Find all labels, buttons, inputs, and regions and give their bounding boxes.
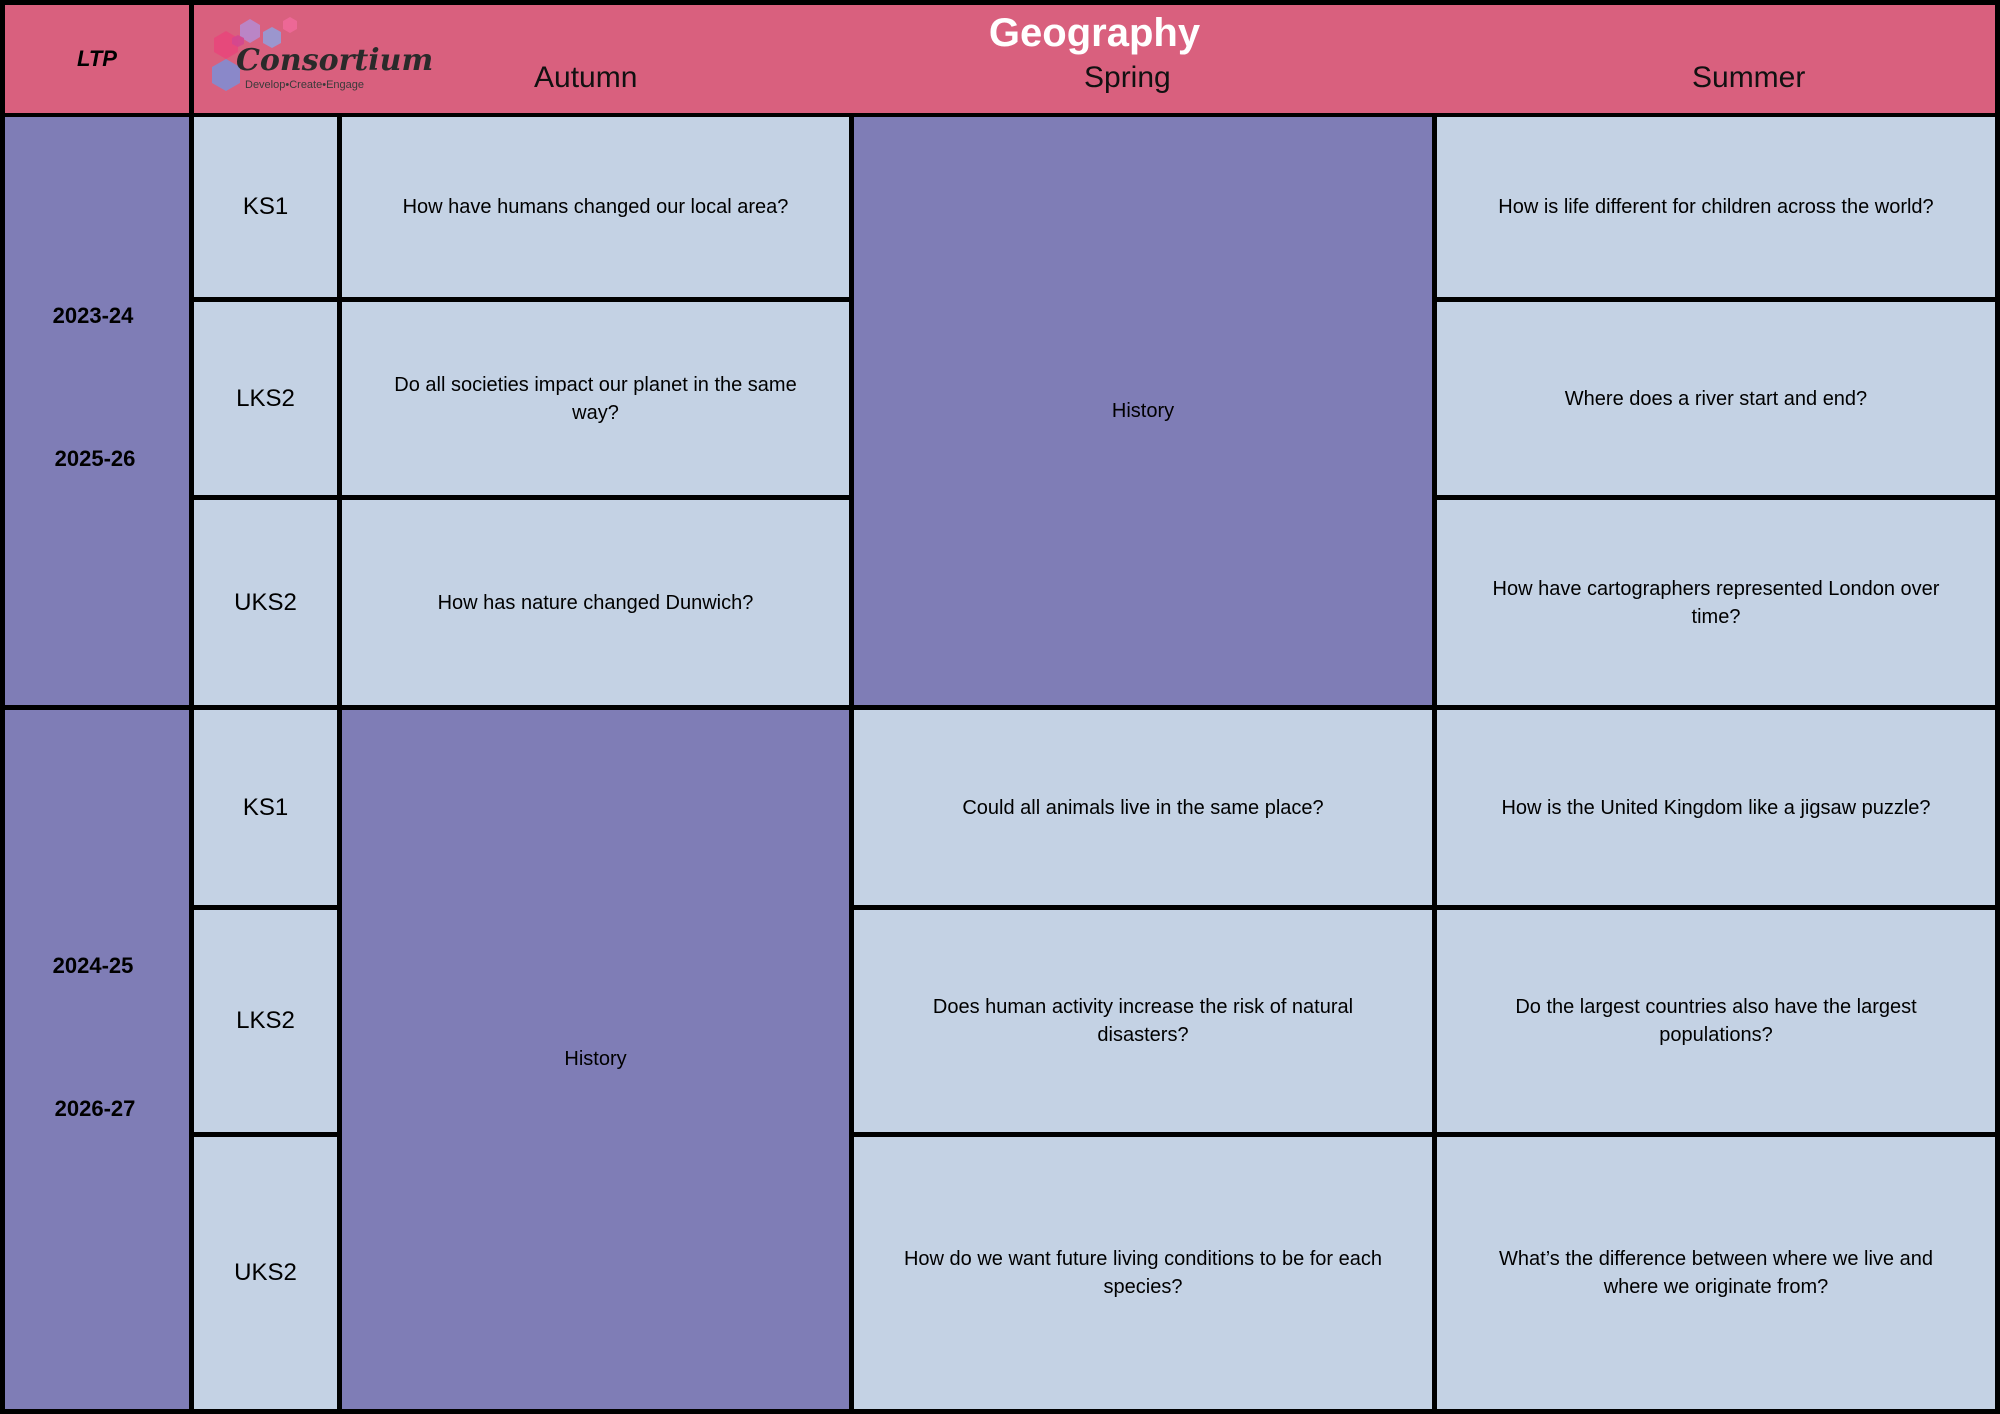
summer-topic [1437, 710, 1995, 905]
stage-label: LKS2 [236, 1007, 295, 1034]
year-label: 2023-24 [52, 303, 134, 328]
summer-topic [1437, 302, 1995, 495]
stage-cell [194, 710, 337, 905]
spring-topic [854, 710, 1432, 905]
spring-history-block1 [854, 117, 1432, 705]
stage-label: LKS2 [236, 384, 295, 412]
history-label: History [1111, 399, 1175, 422]
topic-text: Do all societies impact our planet in the same way? [394, 373, 797, 424]
year-label: 2025-26 [54, 446, 136, 471]
ltp-label: LTP [77, 46, 117, 71]
season-autumn: Autumn [534, 61, 638, 94]
spring-topic [854, 1137, 1432, 1409]
topic-text: How is the United Kingdom like a jigsaw puzzle? [1501, 796, 1931, 819]
topic-text: Where does a river start and end? [1564, 387, 1868, 410]
stage-cell [194, 1137, 337, 1409]
topic-text: Does human activity increase the risk of natural disasters? [932, 996, 1354, 1046]
stage-label: UKS2 [234, 588, 297, 616]
stage-cell [194, 910, 337, 1132]
topic-text: Do the largest countries also have the largest populations? [1515, 996, 1917, 1046]
ltp-cell [5, 5, 189, 113]
logo-tagline: Develop•Create•Engage [245, 79, 365, 91]
stage-cell [194, 500, 337, 705]
history-label: History [564, 1048, 627, 1070]
topic-text: How is life different for children across the world? [1498, 196, 1934, 218]
summer-topic [1437, 500, 1995, 705]
topic-text: How has nature changed Dunwich? [437, 591, 754, 614]
season-spring: Spring [1084, 61, 1171, 94]
summer-topic [1437, 1137, 1995, 1409]
spring-topic [854, 910, 1432, 1132]
topic-text: How do we want future living conditions to be for each species? [903, 1248, 1383, 1298]
summer-topic [1437, 117, 1995, 297]
autumn-topic [342, 302, 849, 495]
stage-label: UKS2 [234, 1259, 297, 1286]
autumn-topic [342, 500, 849, 705]
stage-cell [194, 302, 337, 495]
topic-text: How have cartographers represented London over time? [1492, 577, 1940, 628]
summer-topic [1437, 910, 1995, 1132]
season-summer: Summer [1692, 61, 1806, 94]
logo-name: Consortium [236, 43, 434, 78]
autumn-topic [342, 117, 849, 297]
stage-label: KS1 [242, 793, 289, 821]
stage-label: KS1 [242, 193, 289, 220]
year-label: 2026-27 [54, 1096, 136, 1121]
year-cell-block1 [5, 117, 189, 705]
topic-text: How have humans changed our local area? [402, 196, 789, 218]
header-banner [194, 5, 1995, 113]
year-cell-block2 [5, 710, 189, 1409]
topic-text: What’s the difference between where we live and where we originate from? [1499, 1248, 1933, 1298]
autumn-history-block2 [342, 710, 849, 1409]
topic-text: Could all animals live in the same place? [962, 796, 1324, 819]
stage-cell [194, 117, 337, 297]
page-title: Geography [988, 11, 1201, 55]
year-label: 2024-25 [52, 953, 134, 978]
